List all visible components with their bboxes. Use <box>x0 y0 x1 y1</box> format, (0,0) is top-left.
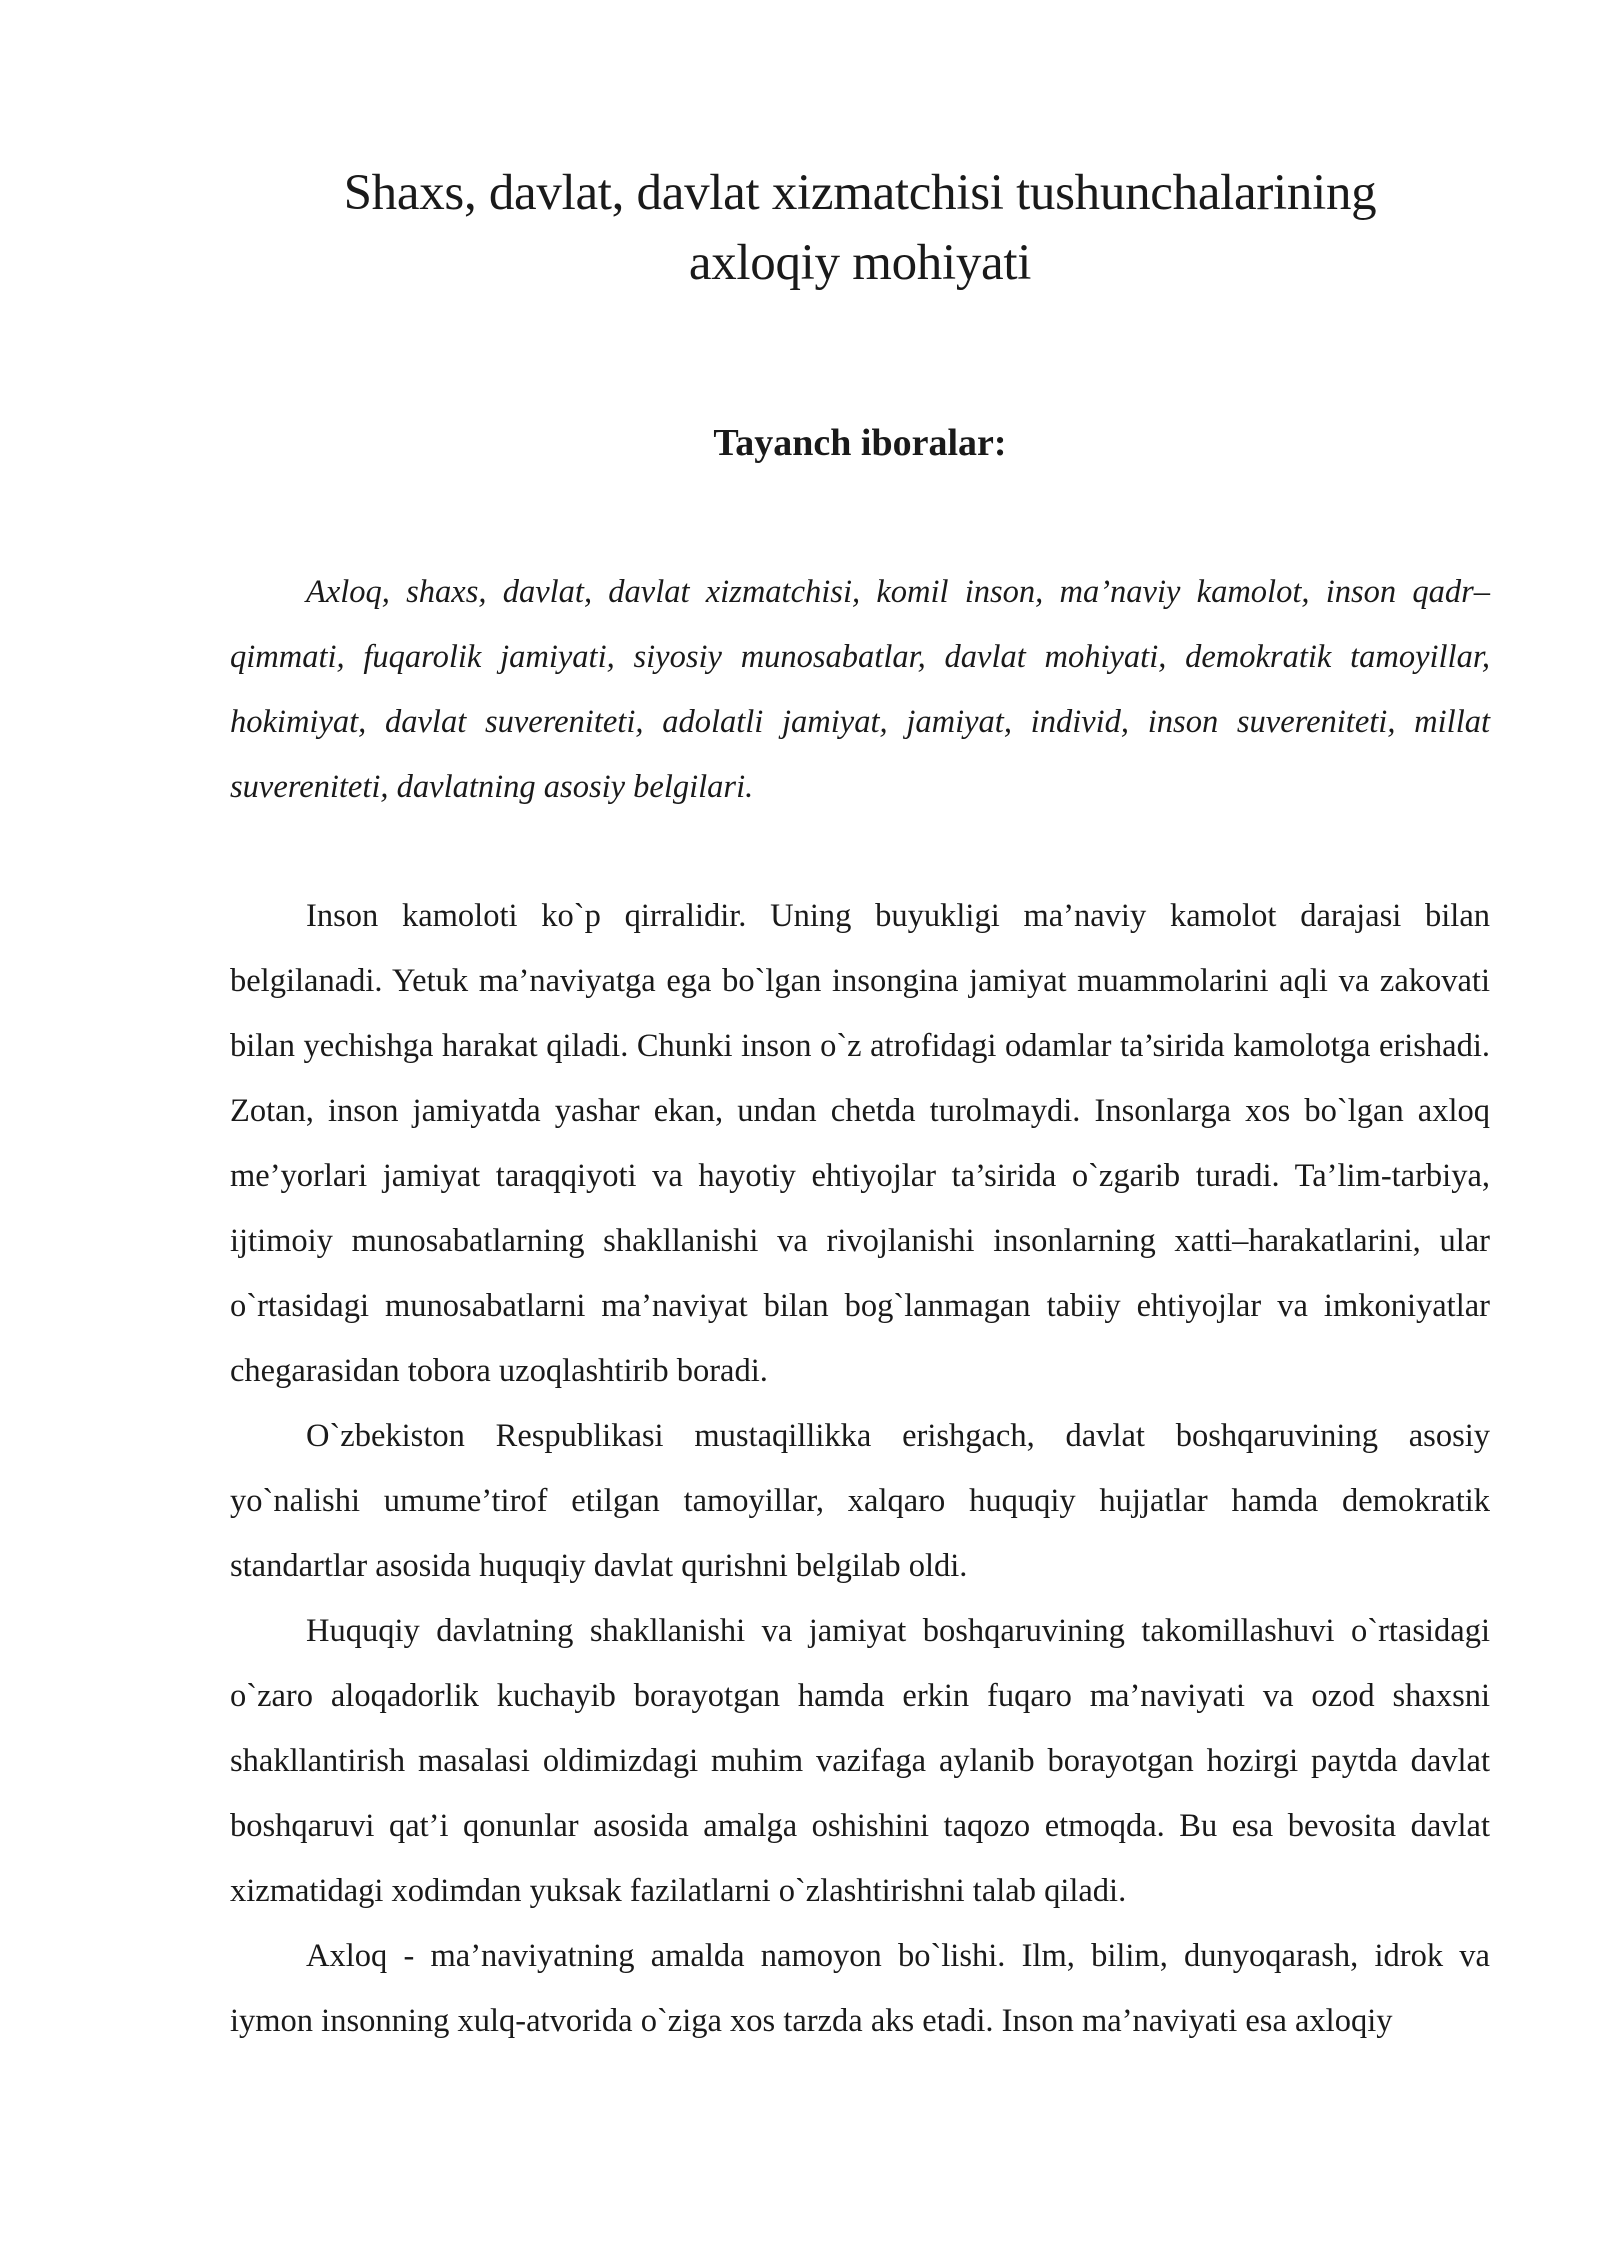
keywords-heading: Tayanch iboralar: <box>713 422 1007 464</box>
keywords-paragraph: Axloq, shaxs, davlat, davlat xizmatchisi, komil inson, ma’naviy kamolot, inson qadr–qimmati, fuqarolik jamiyati, siyosiy munosabatlar, davlat mohiyati, demokratik tamoyillar, hokimiyat, davlat suvereniteti, adolatli jamiyat, jamiyat, individ, inson suvereniteti, millat suvereniteti, davlatning asosiy belgilari. <box>230 574 1490 805</box>
paragraph-3: Huquqiy davlatning shakllanishi va jamiyat boshqaruvining takomillashuvi o`rtasidagi o`zaro aloqadorlik kuchayib borayotgan hamda erkin fuqaro ma’naviyati va ozod shaxsni shakllantirish masalasi oldimizdagi muhim vazifaga aylanib borayotgan hozirgi paytda davlat boshqaruvi qat’i qonunlar asosida amalga oshishini taqozo etmoqda. Bu esa bevosita davlat xizmatidagi xodimdan yuksak fazilatlarni o`zlashtirishni talab qiladi. <box>230 1613 1490 1909</box>
paragraph-4: Axloq - ma’naviyatning amalda namoyon bo`lishi. Ilm, bilim, dunyoqarash, idrok va iymon insonning xulq-atvorida o`ziga xos tarzda aks etadi. Inson ma’naviyati esa axloqiy <box>230 1938 1490 2039</box>
document-title <box>230 158 1490 298</box>
body-content <box>230 884 1490 2054</box>
paragraph-1: Inson kamoloti ko`p qirralidir. Uning buyukligi ma’naviy kamolot darajasi bilan belgilanadi. Yetuk ma’naviyatga ega bo`lgan insongina jamiyat muammolarini aqli va zakovati bilan yechishga harakat qiladi. Chunki inson o`z atrofidagi odamlar ta’sirida kamolotga erishadi. Zotan, inson jamiyatda yashar ekan, undan chetda turolmaydi. Insonlarga xos bo`lgan axloq me’yorlari jamiyat taraqqiyoti va hayotiy ehtiyojlar ta’sirida o`zgarib turadi. Ta’lim-tarbiya, ijtimoiy munosabatlarning shakllanishi va rivojlanishi insonlarning xatti–harakatlarini, ular o`rtasidagi munosabatlarni ma’naviyat bilan bog`lanmagan tabiiy ehtiyojlar va imkoniyatlar chegarasidan tobora uzoqlashtirib boradi. <box>230 898 1490 1389</box>
title-line-1: Shaxs, davlat, davlat xizmatchisi tushunchalarining <box>343 165 1377 221</box>
title-line-2: axloqiy mohiyati <box>688 235 1032 291</box>
paragraph-2: O`zbekiston Respublikasi mustaqillikka erishgach, davlat boshqaruvining asosiy yo`nalishi umume’tirof etilgan tamoyillar, xalqaro huquqiy hujjatlar hamda demokratik standartlar asosida huquqiy davlat qurishni belgilab oldi. <box>230 1418 1490 1584</box>
